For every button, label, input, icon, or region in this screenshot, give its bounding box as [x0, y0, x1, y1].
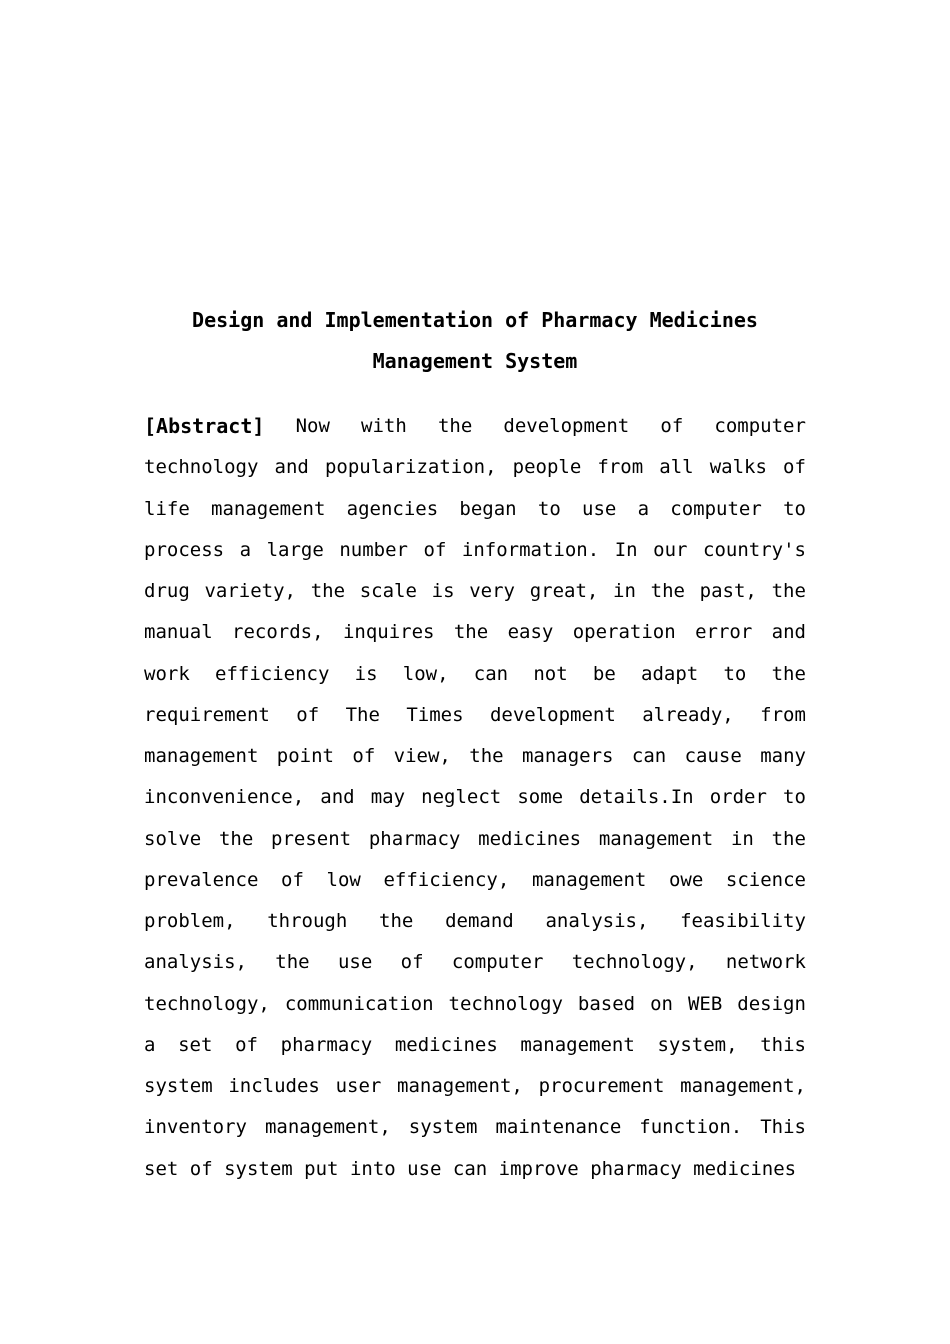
abstract-word: low — [326, 868, 361, 891]
abstract-line — [144, 984, 806, 1025]
abstract-word: Times — [406, 703, 464, 726]
abstract-word: medicines — [478, 827, 582, 850]
abstract-word: the — [379, 910, 414, 932]
abstract-word: problem, — [144, 910, 236, 932]
abstract-line — [144, 1025, 806, 1066]
abstract-word: large — [266, 538, 324, 561]
abstract-word: very — [469, 580, 515, 602]
abstract-word: be — [592, 662, 616, 685]
abstract-word: pharmacy — [280, 1033, 373, 1056]
abstract-word: neglect — [421, 786, 502, 809]
abstract-word: inventory — [144, 1116, 247, 1139]
abstract-word: the — [650, 580, 685, 602]
abstract-word: adapt — [641, 662, 699, 685]
abstract-word: analysis, — [144, 951, 247, 974]
abstract-word: of — [423, 538, 447, 561]
abstract-word: computer — [714, 415, 806, 437]
abstract-word: and — [274, 456, 309, 479]
abstract-word: and — [771, 621, 806, 644]
abstract-word: system, — [657, 1033, 738, 1056]
abstract-word: not — [533, 662, 568, 685]
abstract-word: may — [370, 786, 406, 809]
abstract-word: and — [320, 786, 355, 809]
abstract-word: improve — [498, 1157, 591, 1180]
abstract-word: walks — [709, 456, 767, 479]
abstract-word: to — [537, 497, 561, 520]
abstract-word: number — [339, 538, 408, 561]
abstract-word: management — [211, 497, 326, 520]
abstract-word: great, — [529, 580, 599, 602]
abstract-word: management, — [680, 1075, 806, 1097]
abstract-word: many — [760, 745, 806, 767]
abstract-word: This — [760, 1116, 806, 1139]
abstract-word: through — [267, 910, 348, 932]
abstract-word: In — [614, 538, 638, 561]
abstract-line — [144, 777, 806, 818]
abstract-word: management — [520, 1033, 635, 1056]
abstract-line — [144, 654, 806, 695]
abstract-word: procurement — [538, 1075, 665, 1097]
abstract-line — [144, 695, 806, 736]
abstract-word: medicines — [693, 1157, 797, 1180]
abstract-word: already, — [642, 703, 734, 726]
abstract-word: managers — [521, 745, 614, 767]
abstract-word: of — [352, 745, 376, 767]
abstract-word: management — [531, 868, 647, 891]
abstract-word: in — [730, 827, 754, 850]
abstract-word: cause — [684, 745, 742, 767]
abstract-word: demand — [445, 910, 514, 932]
abstract-word: present — [271, 827, 352, 850]
abstract-line — [144, 530, 806, 571]
abstract-word: of — [189, 1157, 225, 1180]
abstract-word: variety, — [204, 580, 296, 602]
abstract-word: computer — [670, 497, 762, 520]
abstract-line — [144, 1149, 806, 1190]
abstract-word: WEB — [687, 992, 723, 1015]
abstract-line — [144, 736, 806, 777]
abstract-word: some — [517, 786, 564, 809]
abstract-word: can — [452, 1157, 499, 1180]
abstract-word: computer — [451, 951, 544, 974]
abstract-word: solve — [144, 827, 202, 850]
abstract-word: work — [144, 662, 190, 685]
abstract-line — [144, 819, 806, 860]
abstract-word: the — [771, 580, 806, 602]
abstract-body — [144, 406, 806, 1190]
abstract-word: a — [239, 538, 252, 561]
abstract-word: information. — [461, 538, 600, 561]
abstract-word: technology — [144, 456, 259, 479]
abstract-word: with — [361, 415, 407, 437]
abstract-word: owe — [668, 868, 704, 891]
abstract-word: a — [144, 1033, 156, 1056]
abstract-word: scale — [359, 580, 417, 602]
abstract-word: maintenance — [495, 1116, 622, 1139]
abstract-word: manual — [144, 621, 213, 644]
abstract-word: error — [695, 621, 753, 644]
abstract-word: of — [783, 456, 806, 479]
abstract-word: medicines — [394, 1033, 498, 1056]
abstract-word: operation — [572, 621, 676, 644]
abstract-word: records, — [232, 621, 324, 644]
abstract-word: low, — [402, 662, 449, 685]
abstract-word: technology, — [571, 951, 698, 974]
abstract-word: agencies — [346, 497, 439, 520]
abstract-word: popularization, — [324, 456, 497, 479]
abstract-word: easy — [507, 621, 554, 644]
abstract-word: system — [144, 1075, 213, 1097]
abstract-line — [144, 571, 806, 612]
abstract-word: technology — [448, 992, 563, 1015]
abstract-word: of — [235, 1033, 258, 1056]
abstract-word: is — [354, 662, 378, 685]
abstract-word: in — [613, 580, 636, 602]
abstract-line — [144, 901, 806, 942]
abstract-word: the — [437, 415, 473, 437]
abstract-word: is — [431, 580, 455, 602]
abstract-word: set — [144, 1157, 190, 1180]
abstract-word: the — [275, 951, 310, 974]
abstract-word: the — [218, 827, 254, 850]
abstract-line — [144, 447, 806, 488]
abstract-word: to — [723, 662, 747, 685]
abstract-word: the — [310, 580, 346, 602]
abstract-line — [144, 860, 806, 901]
abstract-word: our — [653, 538, 688, 561]
abstract-word: view, — [393, 745, 451, 767]
abstract-word: details.In — [579, 786, 694, 809]
abstract-word: use — [337, 951, 373, 974]
abstract-word: inconvenience, — [144, 786, 305, 809]
abstract-word: set — [178, 1033, 213, 1056]
abstract-word: prevalence — [144, 868, 259, 891]
abstract-word: system — [408, 1116, 478, 1139]
abstract-word: Now — [295, 415, 330, 437]
abstract-word: all — [659, 456, 694, 479]
abstract-line — [144, 612, 806, 653]
abstract-line — [144, 1066, 806, 1107]
abstract-word: past, — [699, 580, 757, 602]
abstract-word: includes — [228, 1075, 320, 1097]
title-line-1: Design and Implementation of Pharmacy Medicines — [192, 308, 758, 332]
title-line-2: Management System — [372, 349, 578, 373]
abstract-word: of — [296, 703, 320, 726]
abstract-word: efficiency — [215, 662, 330, 685]
abstract-word: order — [709, 786, 767, 809]
abstract-word: people — [512, 456, 582, 479]
abstract-word: the — [771, 827, 806, 850]
abstract-word: use — [582, 497, 617, 520]
abstract-word: network — [725, 951, 806, 974]
abstract-word: efficiency, — [383, 868, 510, 891]
abstract-word: use — [407, 1157, 453, 1180]
abstract-word: design — [737, 992, 806, 1015]
abstract-word: communication — [284, 992, 434, 1015]
abstract-word: feasibility — [680, 910, 806, 932]
abstract-line — [144, 942, 806, 983]
abstract-word: based — [577, 992, 636, 1015]
abstract-line — [144, 1107, 806, 1148]
abstract-line — [144, 489, 806, 530]
abstract-word: life — [144, 497, 190, 520]
abstract-word: management, — [264, 1116, 391, 1139]
abstract-word: of — [660, 415, 684, 437]
abstract-word: science — [725, 868, 806, 891]
abstract-word: of — [400, 951, 424, 974]
abstract-word: the — [453, 621, 489, 644]
abstract-word: analysis, — [545, 910, 649, 932]
abstract-word: on — [650, 992, 673, 1015]
abstract-word: can — [473, 662, 509, 685]
abstract-word: user — [335, 1075, 382, 1097]
abstract-word: pharmacy — [590, 1157, 694, 1180]
abstract-word: pharmacy — [368, 827, 461, 850]
abstract-word: to — [783, 497, 806, 520]
abstract-word: technology, — [144, 992, 270, 1015]
abstract-word: requirement — [144, 703, 270, 726]
abstract-word: this — [760, 1033, 806, 1056]
abstract-word: into — [349, 1157, 408, 1180]
abstract-word: management — [144, 745, 259, 767]
abstract-word: put — [304, 1157, 350, 1180]
abstract-word: management — [598, 827, 714, 850]
abstract-word: began — [459, 497, 517, 520]
abstract-word: can — [631, 745, 667, 767]
abstract-word: to — [783, 786, 806, 809]
abstract-word: of — [281, 868, 304, 891]
abstract-word: inquires — [342, 621, 435, 644]
abstract-word: a — [637, 497, 650, 520]
abstract-word: the — [771, 662, 806, 685]
abstract-word: from — [597, 456, 644, 479]
abstract-word: system — [224, 1157, 305, 1180]
abstract-word: process — [144, 538, 225, 561]
abstract-word: country's — [703, 538, 806, 561]
abstract-word: point — [276, 745, 334, 767]
abstract-word: management, — [397, 1075, 523, 1097]
abstract-word: from — [760, 703, 806, 726]
abstract-label: [Abstract] — [144, 414, 265, 438]
abstract-word: The — [345, 703, 380, 726]
abstract-word: development — [503, 415, 630, 437]
abstract-line — [144, 406, 806, 447]
abstract-word: drug — [144, 580, 190, 602]
abstract-word: development — [489, 703, 616, 726]
abstract-word: function. — [639, 1116, 743, 1139]
abstract-word: the — [469, 745, 504, 767]
